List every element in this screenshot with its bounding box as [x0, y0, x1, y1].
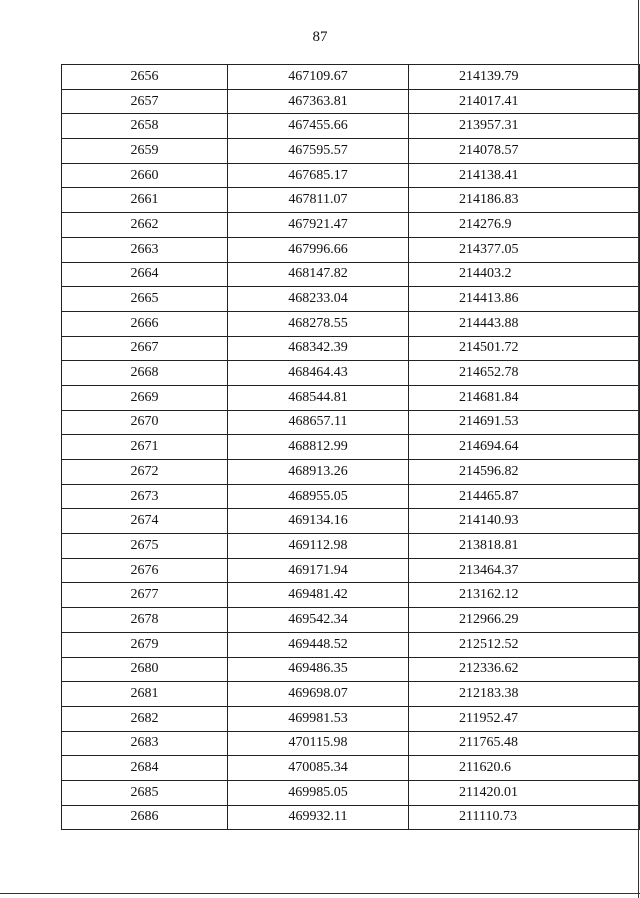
y-coordinate-cell: 214138.41	[409, 163, 640, 188]
x-coordinate-cell: 468913.26	[228, 460, 409, 485]
point-id-cell: 2678	[62, 608, 228, 633]
point-id-cell: 2661	[62, 188, 228, 213]
point-id-cell: 2669	[62, 385, 228, 410]
table-row	[62, 657, 640, 682]
x-coordinate-cell: 469112.98	[228, 534, 409, 559]
x-coordinate-cell: 469481.42	[228, 583, 409, 608]
point-id-cell: 2683	[62, 731, 228, 756]
point-id-cell: 2685	[62, 780, 228, 805]
table-row	[62, 706, 640, 731]
table-row	[62, 361, 640, 386]
y-coordinate-cell: 214596.82	[409, 460, 640, 485]
x-coordinate-cell: 469932.11	[228, 805, 409, 830]
x-coordinate-cell: 468812.99	[228, 435, 409, 460]
x-coordinate-cell: 467921.47	[228, 213, 409, 238]
table-row	[62, 583, 640, 608]
y-coordinate-cell: 214377.05	[409, 237, 640, 262]
table-row	[62, 213, 640, 238]
y-coordinate-cell: 214652.78	[409, 361, 640, 386]
table-body	[62, 65, 640, 830]
x-coordinate-cell: 469698.07	[228, 682, 409, 707]
point-id-cell: 2676	[62, 558, 228, 583]
page-number: 87	[312, 29, 328, 45]
y-coordinate-cell: 214443.88	[409, 311, 640, 336]
point-id-cell: 2670	[62, 410, 228, 435]
y-coordinate-cell: 214276.9	[409, 213, 640, 238]
table-row	[62, 139, 640, 164]
point-id-cell: 2672	[62, 460, 228, 485]
table-row	[62, 287, 640, 312]
table-row	[62, 632, 640, 657]
table-row	[62, 731, 640, 756]
point-id-cell: 2657	[62, 89, 228, 114]
x-coordinate-cell: 468233.04	[228, 287, 409, 312]
x-coordinate-cell: 468278.55	[228, 311, 409, 336]
table-row	[62, 188, 640, 213]
point-id-cell: 2660	[62, 163, 228, 188]
x-coordinate-cell: 467811.07	[228, 188, 409, 213]
table-row	[62, 89, 640, 114]
point-id-cell: 2675	[62, 534, 228, 559]
point-id-cell: 2679	[62, 632, 228, 657]
y-coordinate-cell: 214139.79	[409, 65, 640, 90]
point-id-cell: 2663	[62, 237, 228, 262]
point-id-cell: 2680	[62, 657, 228, 682]
y-coordinate-cell: 211620.6	[409, 756, 640, 781]
x-coordinate-cell: 469486.35	[228, 657, 409, 682]
point-id-cell: 2671	[62, 435, 228, 460]
point-id-cell: 2659	[62, 139, 228, 164]
y-coordinate-cell: 213957.31	[409, 114, 640, 139]
table-row	[62, 608, 640, 633]
point-id-cell: 2658	[62, 114, 228, 139]
table-row	[62, 460, 640, 485]
x-coordinate-cell: 470085.34	[228, 756, 409, 781]
y-coordinate-cell: 214413.86	[409, 287, 640, 312]
table-row	[62, 780, 640, 805]
point-id-cell: 2673	[62, 484, 228, 509]
table-row	[62, 163, 640, 188]
y-coordinate-cell: 214078.57	[409, 139, 640, 164]
table-row	[62, 558, 640, 583]
x-coordinate-cell: 467685.17	[228, 163, 409, 188]
x-coordinate-cell: 467595.57	[228, 139, 409, 164]
y-coordinate-cell: 214501.72	[409, 336, 640, 361]
y-coordinate-cell: 214403.2	[409, 262, 640, 287]
x-coordinate-cell: 467996.66	[228, 237, 409, 262]
x-coordinate-cell: 468147.82	[228, 262, 409, 287]
x-coordinate-cell: 469985.05	[228, 780, 409, 805]
y-coordinate-cell: 214691.53	[409, 410, 640, 435]
table-row	[62, 114, 640, 139]
point-id-cell: 2662	[62, 213, 228, 238]
table-row	[62, 682, 640, 707]
point-id-cell: 2681	[62, 682, 228, 707]
x-coordinate-cell: 467109.67	[228, 65, 409, 90]
y-coordinate-cell: 212183.38	[409, 682, 640, 707]
table-row	[62, 805, 640, 830]
x-coordinate-cell: 469171.94	[228, 558, 409, 583]
y-coordinate-cell: 214681.84	[409, 385, 640, 410]
point-id-cell: 2668	[62, 361, 228, 386]
coordinate-table	[61, 64, 640, 830]
table-row	[62, 534, 640, 559]
x-coordinate-cell: 468657.11	[228, 410, 409, 435]
table-row	[62, 311, 640, 336]
y-coordinate-cell: 214465.87	[409, 484, 640, 509]
y-coordinate-cell: 213464.37	[409, 558, 640, 583]
point-id-cell: 2665	[62, 287, 228, 312]
scan-edge-bottom	[0, 893, 640, 894]
point-id-cell: 2656	[62, 65, 228, 90]
x-coordinate-cell: 469981.53	[228, 706, 409, 731]
point-id-cell: 2686	[62, 805, 228, 830]
table-row	[62, 262, 640, 287]
y-coordinate-cell: 211952.47	[409, 706, 640, 731]
table-row	[62, 435, 640, 460]
y-coordinate-cell: 211765.48	[409, 731, 640, 756]
y-coordinate-cell: 212512.52	[409, 632, 640, 657]
point-id-cell: 2682	[62, 706, 228, 731]
x-coordinate-cell: 469134.16	[228, 509, 409, 534]
x-coordinate-cell: 469448.52	[228, 632, 409, 657]
table-row	[62, 484, 640, 509]
table-row	[62, 336, 640, 361]
table-row	[62, 237, 640, 262]
point-id-cell: 2674	[62, 509, 228, 534]
point-id-cell: 2667	[62, 336, 228, 361]
x-coordinate-cell: 468955.05	[228, 484, 409, 509]
table-row	[62, 756, 640, 781]
x-coordinate-cell: 467363.81	[228, 89, 409, 114]
y-coordinate-cell: 213162.12	[409, 583, 640, 608]
y-coordinate-cell: 214140.93	[409, 509, 640, 534]
x-coordinate-cell: 467455.66	[228, 114, 409, 139]
y-coordinate-cell: 214017.41	[409, 89, 640, 114]
y-coordinate-cell: 211420.01	[409, 780, 640, 805]
y-coordinate-cell: 214694.64	[409, 435, 640, 460]
table-row	[62, 385, 640, 410]
x-coordinate-cell: 470115.98	[228, 731, 409, 756]
x-coordinate-cell: 469542.34	[228, 608, 409, 633]
y-coordinate-cell: 214186.83	[409, 188, 640, 213]
x-coordinate-cell: 468342.39	[228, 336, 409, 361]
point-id-cell: 2664	[62, 262, 228, 287]
y-coordinate-cell: 212336.62	[409, 657, 640, 682]
point-id-cell: 2684	[62, 756, 228, 781]
x-coordinate-cell: 468544.81	[228, 385, 409, 410]
table-row	[62, 410, 640, 435]
table-row	[62, 509, 640, 534]
point-id-cell: 2677	[62, 583, 228, 608]
y-coordinate-cell: 212966.29	[409, 608, 640, 633]
y-coordinate-cell: 213818.81	[409, 534, 640, 559]
point-id-cell: 2666	[62, 311, 228, 336]
x-coordinate-cell: 468464.43	[228, 361, 409, 386]
table-row	[62, 65, 640, 90]
scan-edge-right	[638, 0, 639, 898]
y-coordinate-cell: 211110.73	[409, 805, 640, 830]
